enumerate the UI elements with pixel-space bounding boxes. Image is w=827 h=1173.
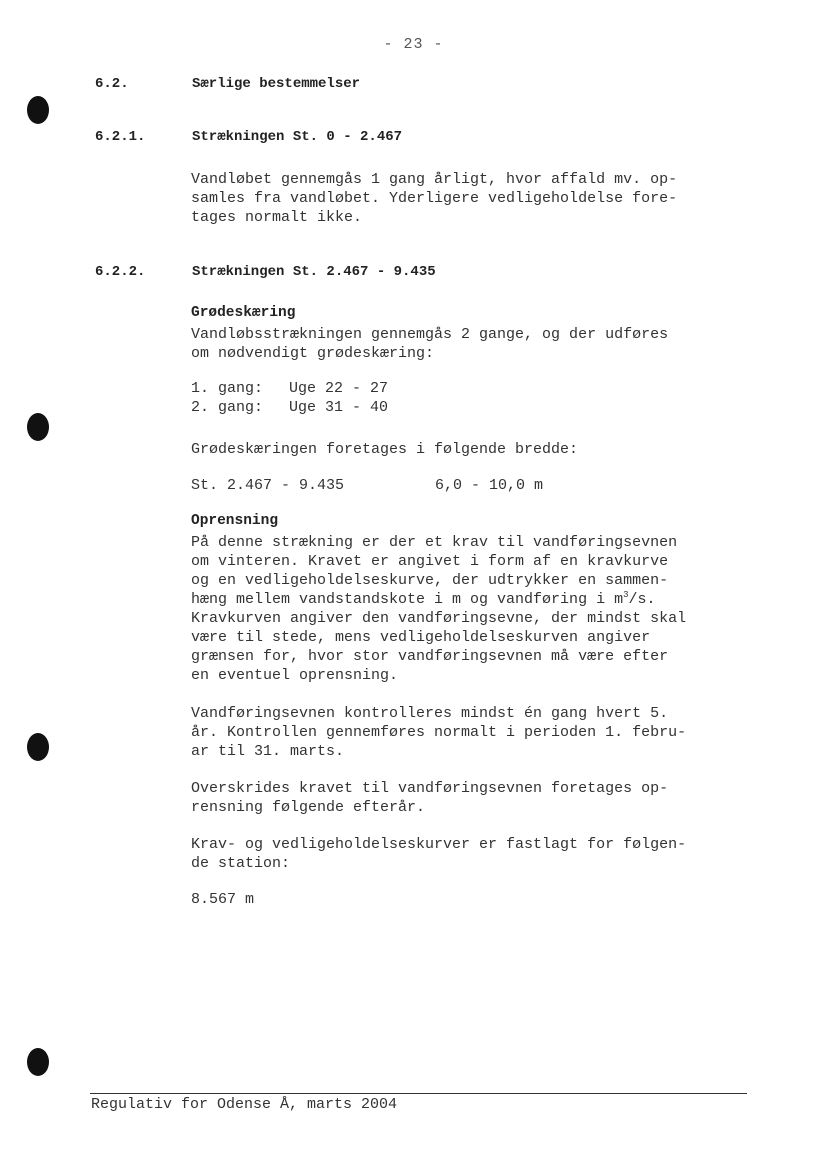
width-value: 6,0 - 10,0 m: [435, 477, 544, 494]
section-number-6-2: 6.2.: [95, 76, 129, 92]
paragraph-oprensning-2: [191, 704, 751, 761]
text-line: Overskrides kravet til vandføringsevnen foretages op-: [191, 780, 669, 797]
section-title-6-2-2: Strækningen St. 2.467 - 9.435: [192, 264, 436, 280]
text-line: en eventuel oprensning.: [191, 667, 399, 684]
station-value: [191, 890, 751, 909]
schedule-label-2: 2. gang:: [191, 399, 264, 416]
text-line: Vandløbet gennemgås 1 gang årligt, hvor affald mv. op-: [191, 171, 678, 188]
text-line: og en vedligeholdelseskurve, der udtrykker en sammen-: [191, 572, 669, 589]
text-line: Vandløbsstrækningen gennemgås 2 gange, og der udføres: [191, 326, 669, 343]
paragraph-oprensning-4: [191, 835, 751, 873]
schedule-value-2: Uge 31 - 40: [289, 399, 389, 416]
punch-hole-2: [27, 413, 49, 441]
punch-hole-4: [27, 1048, 49, 1076]
footer-divider: [90, 1093, 747, 1094]
paragraph-oprensning-3: [191, 779, 751, 817]
text-line: Grødeskæringen foretages i følgende bredde:: [191, 441, 579, 458]
text-fragment: /s.: [628, 591, 656, 608]
text-line: Krav- og vedligeholdelseskurver er fastlagt for følgen-: [191, 836, 687, 853]
paragraph-oprensning-1: [191, 533, 751, 685]
text-line: grænsen for, hvor stor vandføringsevnen må være efter: [191, 648, 669, 665]
text-fragment: hæng mellem vandstandskote i m og vandføring i m: [191, 591, 624, 608]
width-intro: [191, 440, 751, 459]
section-number-6-2-1: 6.2.1.: [95, 129, 146, 145]
text-line: være til stede, mens vedligeholdelseskurven angiver: [191, 629, 651, 646]
width-station: St. 2.467 - 9.435: [191, 477, 345, 494]
paragraph-6-2-1: [191, 170, 751, 227]
text-line: samles fra vandløbet. Yderligere vedligeholdelse fore-: [191, 190, 678, 207]
superscript: 3: [623, 590, 629, 600]
text-line: På denne strækning er der et krav til vandføringsevnen: [191, 534, 678, 551]
text-line: ar til 31. marts.: [191, 743, 345, 760]
schedule-value-1: Uge 22 - 27: [289, 380, 389, 397]
text-line: om nødvendigt grødeskæring:: [191, 345, 435, 362]
text-line: om vinteren. Kravet er angivet i form af en kravkurve: [191, 553, 669, 570]
paragraph-grodeskaering-intro: [191, 325, 751, 363]
text-line: de station:: [191, 855, 291, 872]
section-title-6-2-1: Strækningen St. 0 - 2.467: [192, 129, 403, 145]
text-line: tages normalt ikke.: [191, 209, 363, 226]
section-title-6-2: Særlige bestemmelser: [192, 76, 361, 92]
text-line-with-unit: [191, 590, 751, 609]
subheading-oprensning: Oprensning: [191, 513, 279, 529]
section-number-6-2-2: 6.2.2.: [95, 264, 146, 280]
text-line: år. Kontrollen gennemføres normalt i perioden 1. febru-: [191, 724, 687, 741]
punch-hole-1: [27, 96, 49, 124]
subheading-grodeskaering: Grødeskæring: [191, 305, 296, 321]
text-line: Kravkurven angiver den vandføringsevne, der mindst skal: [191, 610, 687, 627]
text-line: 8.567 m: [191, 891, 255, 908]
punch-hole-3: [27, 733, 49, 761]
text-line: rensning følgende efterår.: [191, 799, 426, 816]
schedule-label-1: 1. gang:: [191, 380, 264, 397]
footer-text: Regulativ for Odense Å, marts 2004: [91, 1096, 398, 1113]
text-line: Vandføringsevnen kontrolleres mindst én gang hvert 5.: [191, 705, 669, 722]
page-number: - 23 -: [383, 36, 444, 53]
